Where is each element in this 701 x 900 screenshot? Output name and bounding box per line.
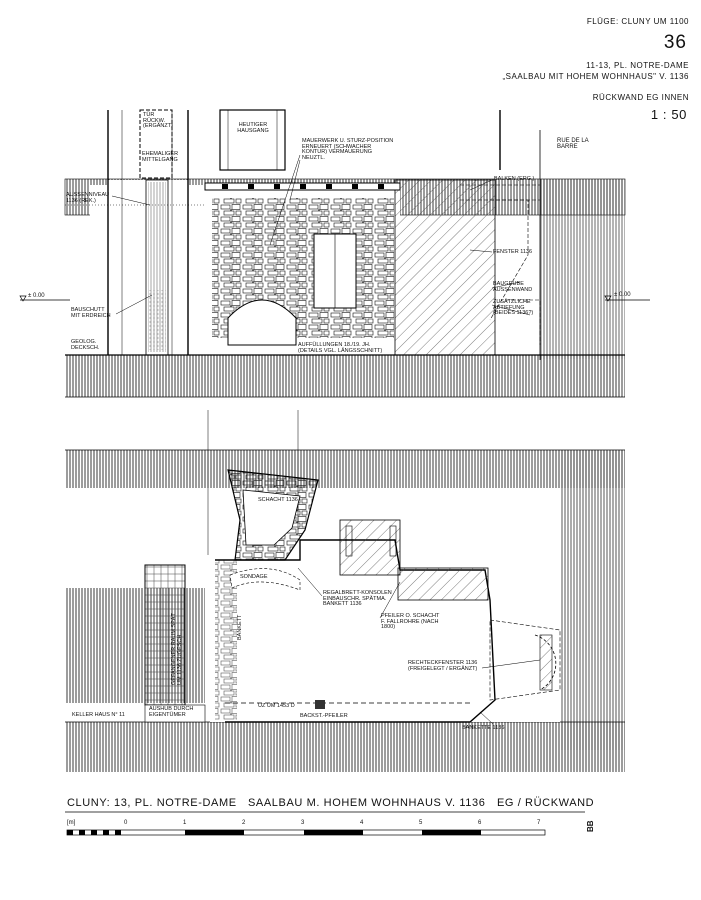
plan-drawing [65,450,625,772]
label-pillar: PFEILER O. SCHACHT F. FALLROHRE (NACH 1800) [381,613,440,630]
scale-tick-2: 2 [242,820,246,826]
label-street: RUE DE LA BARRE [557,138,589,150]
label-former-hall: EHEMALIGER MITTELGANG [142,151,179,163]
label-fill: AUFFÜLLUNGEN 18./19. JH. (DETAILS VGL. LÄNGSSCHNITT) [298,342,383,354]
scale-tick-4: 4 [360,820,364,826]
label-vault: GEFANGENER RAUM SPÄT UM 1136 ZUGESCH. [171,613,183,685]
author-stamp: BB [586,820,595,832]
footer-building: SAALBAU M. HOHEM WOHNHAUS V. 1136 [248,797,486,809]
label-window-1136: FENSTER 1136 [493,249,533,255]
drawing-scale: 1 : 50 [650,107,687,122]
label-digout: AUSHUB DURCH EIGENTÜMER [149,706,194,718]
building-name: „SAALBAU MIT HOHEM WOHNHAUS" V. 1136 [502,72,689,81]
label-bench-1136: BANKETTE 1136 [462,725,505,731]
view-title: RÜCKWAND EG INNEN [592,93,689,102]
label-masonry: MAUERWERK U. STURZ-POSITION ERNEUERT (SCHWACHER KONTUR) VERMAUERUNG NEUZTL. [302,138,394,161]
label-extra-depth: ZUSÄTZLICHE ABTIEFUNG (BEIDES 1136?) [493,299,534,316]
label-shelf: REGALBRETT-KONSOLEN EINBAUSCHR. SPÄTMA. BANKETT 1136 [323,590,392,607]
footer-view: EG / RÜCKWAND [497,797,595,809]
scale-tick-3: 3 [301,820,305,826]
label-pit: BAUGRUBE AUSSENWAND [493,281,533,293]
footer-location: CLUNY: 13, PL. NOTRE-DAME [67,797,237,809]
scale-unit: [m] [67,820,76,826]
scale-tick-5: 5 [419,820,423,826]
scale-tick-6: 6 [478,820,482,826]
level-marker-right: ± 0.00 [614,292,631,298]
label-window-rect: RECHTECKFENSTER 1136 (FREIGELEGT / ERGÄNZT) [408,660,478,672]
drawing-series-title: FLÜGE: CLUNY UM 1100 [586,17,689,26]
scale-bar [67,830,545,835]
scale-tick-7: 7 [537,820,541,826]
label-brick-pillar: BACKST.-PFEILER [300,713,348,719]
label-bench: BANKETT [237,614,243,640]
label-rubble: BAUSCHUTT MIT ERDREICH [71,307,111,319]
label-outer-level: AUSSENNIVEAU 1136 (REK.) [66,192,110,204]
plate-number: 36 [663,32,687,53]
label-probe: SONDAGE [240,574,268,580]
label-hallway-today: HEUTIGER HAUSGANG [237,122,269,134]
label-cellar: KELLER HAUS N° 11 [72,712,125,718]
address: 11-13, PL. NOTRE-DAME [586,61,689,70]
label-door: TÜR RÜCKW. (ERGÄNZT) [143,112,173,129]
label-geology: GEOLOG. DECKSCH. [71,339,100,351]
label-shaft: SCHACHT 1136 [258,497,298,503]
scale-tick-1: 1 [183,820,187,826]
scale-tick-0: 0 [124,820,128,826]
label-beam: BALKEN (ERG.) [494,176,535,182]
level-marker-left: ± 0.00 [28,293,45,299]
label-uz: UZ UM 1453 D [258,703,295,709]
